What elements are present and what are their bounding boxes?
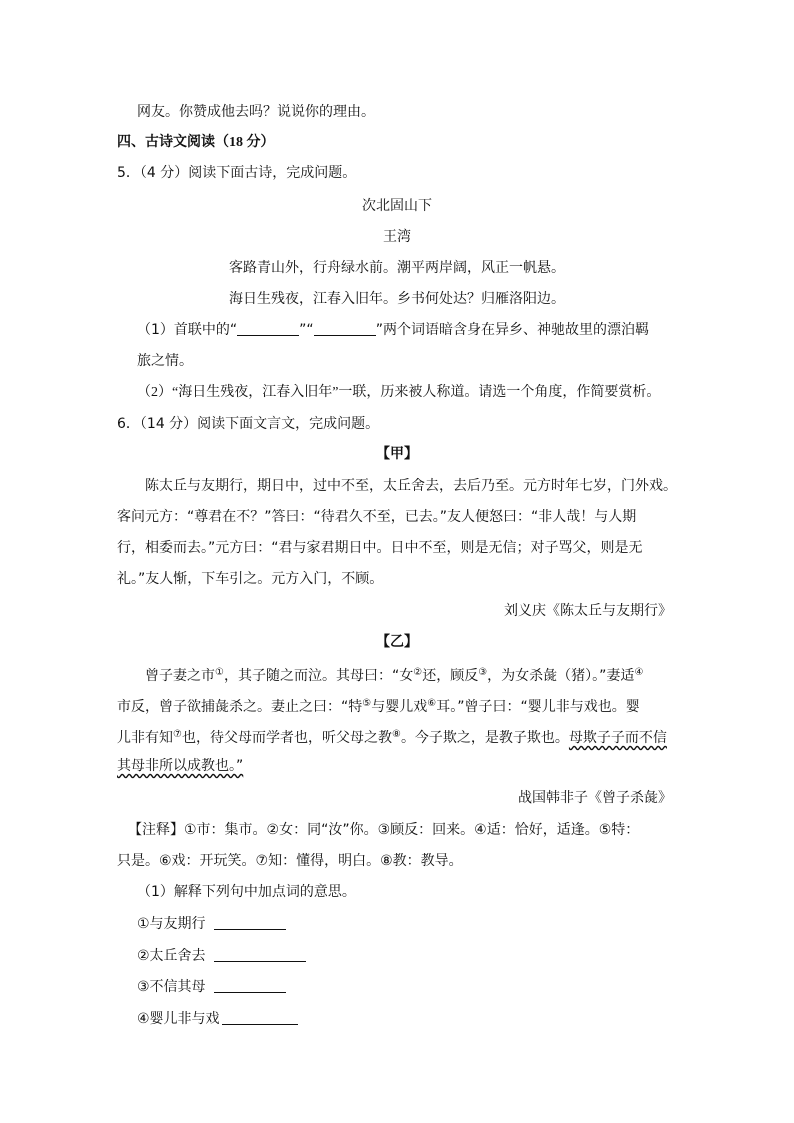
- answer-blank[interactable]: [314, 321, 376, 336]
- footnote-marker: ④: [634, 667, 644, 678]
- footnote-marker: ⑤: [362, 698, 372, 709]
- footnote-marker: ⑦: [173, 729, 182, 740]
- yi-text: 曾子妻之市: [145, 668, 215, 684]
- yi-text: 也，待父母而学者也，听父母之教: [181, 730, 392, 746]
- passage-yi-line-4: [117, 756, 243, 776]
- yi-text: 还，顾反: [422, 668, 479, 684]
- answer-blank[interactable]: [214, 947, 306, 962]
- q6-item-2: [137, 946, 306, 966]
- yi-text: 。今子欺之，是教子欺也。: [400, 730, 569, 746]
- underlined-sentence-end: 其母非所以成教也。”: [117, 758, 244, 774]
- q5-sub1-text-c: ”两个词语暗含身在异乡、神驰故里的漂泊羁: [375, 322, 649, 338]
- item-label: ③不信其母: [137, 979, 206, 995]
- poem-title: 次北固山下: [362, 198, 432, 214]
- passage-yi-line-3: [117, 725, 667, 748]
- item-label: ②太丘舍去: [137, 948, 206, 964]
- q5-sub1-text-b: ”“: [299, 322, 314, 338]
- yi-text: 与婴儿戏: [371, 699, 428, 715]
- yi-text: 耳。”曾子曰：“婴儿非与戏也。婴: [436, 699, 640, 715]
- underlined-sentence: 母欺子子而不信: [568, 730, 667, 746]
- footnote-marker: ②: [413, 667, 423, 678]
- item-label: ①与友期行: [137, 916, 206, 932]
- q6-item-4: [137, 1009, 298, 1029]
- q5-sub2: （2）“海日生残夜，江春入旧年”一联，历来被人称道。请选一个角度，作简要赏析。: [137, 385, 661, 400]
- poem-line-2: 海日生残夜，江春入旧年。乡书何处达？归雁洛阳边。: [229, 291, 565, 307]
- q6-sub1: （1）解释下列句中加点词的意思。: [137, 884, 356, 900]
- question-5-stem: 5．（4 分）阅读下面古诗，完成问题。: [117, 165, 357, 181]
- passage-jia-title: 【甲】: [376, 446, 418, 462]
- notes-line-2: 只是。⑥戏：开玩笑。⑦知：懂得，明白。⑧教：教导。: [117, 853, 463, 869]
- footnote-marker: ⑧: [391, 729, 401, 740]
- passage-jia-line-2: 客问元方：“尊君在不？”答曰：“待君久不至，已去。”友人便怒曰：“非人哉！与人期: [117, 509, 637, 525]
- yi-text: ，为女杀彘（猪）。”妻适: [487, 668, 635, 684]
- yi-text: 市反，曾子欲捕彘杀之。妻止之曰：“特: [117, 699, 363, 715]
- footnote-marker: ③: [478, 667, 488, 678]
- passage-jia-line-4: 礼。”友人惭，下车引之。元方入门，不顾。: [117, 571, 384, 587]
- intro-continuation: 网友。你赞成他去吗？说说你的理由。: [137, 104, 375, 120]
- poem-author: 王湾: [383, 229, 411, 245]
- item-label: ④婴儿非与戏: [137, 1011, 220, 1027]
- passage-yi-title: 【乙】: [376, 634, 418, 650]
- q6-item-1: [137, 914, 286, 934]
- q5-sub1-line1: [137, 320, 649, 340]
- footnote-marker: ⑥: [427, 698, 437, 709]
- passage-jia-line-1: 陈太丘与友期行，期日中，过中不至，太丘舍去，去后乃至。元方时年七岁，门外戏。: [145, 478, 677, 494]
- section-heading: 四、古诗文阅读（18 分）: [117, 135, 275, 150]
- passage-yi-source: 战国韩非子《曾子杀彘》: [518, 790, 672, 806]
- passage-jia-source: 刘义庆《陈太丘与友期行》: [504, 603, 672, 619]
- passage-yi-line-1: [145, 663, 643, 686]
- q5-sub1-line2: 旅之情。: [137, 353, 193, 369]
- yi-text: 儿非有知: [117, 730, 173, 746]
- footnote-marker: ①: [215, 667, 224, 678]
- q5-sub1-text-a: （1）首联中的“: [137, 322, 238, 338]
- answer-blank[interactable]: [214, 978, 286, 993]
- yi-text: ，其子随之而泣。其母曰：“女: [223, 668, 414, 684]
- passage-jia-line-3: 行，相委而去。”元方曰：“君与家君期日中。日中不至，则是无信；对子骂父，则是无: [117, 540, 643, 556]
- question-6-stem: 6．（14 分）阅读下面文言文，完成问题。: [117, 416, 380, 432]
- q6-item-3: [137, 977, 286, 997]
- answer-blank[interactable]: [214, 915, 286, 930]
- poem-line-1: 客路青山外，行舟绿水前。潮平两岸阔，风正一帆悬。: [229, 260, 565, 276]
- passage-jia-para: [117, 476, 677, 496]
- passage-yi-line-2: [117, 694, 640, 717]
- notes-line-1: 【注释】①市：集市。②女：同“汝”你。③顾反：回来。④适：恰好，适逢。⑤特：: [128, 822, 640, 838]
- answer-blank[interactable]: [237, 321, 299, 336]
- answer-blank[interactable]: [222, 1010, 298, 1025]
